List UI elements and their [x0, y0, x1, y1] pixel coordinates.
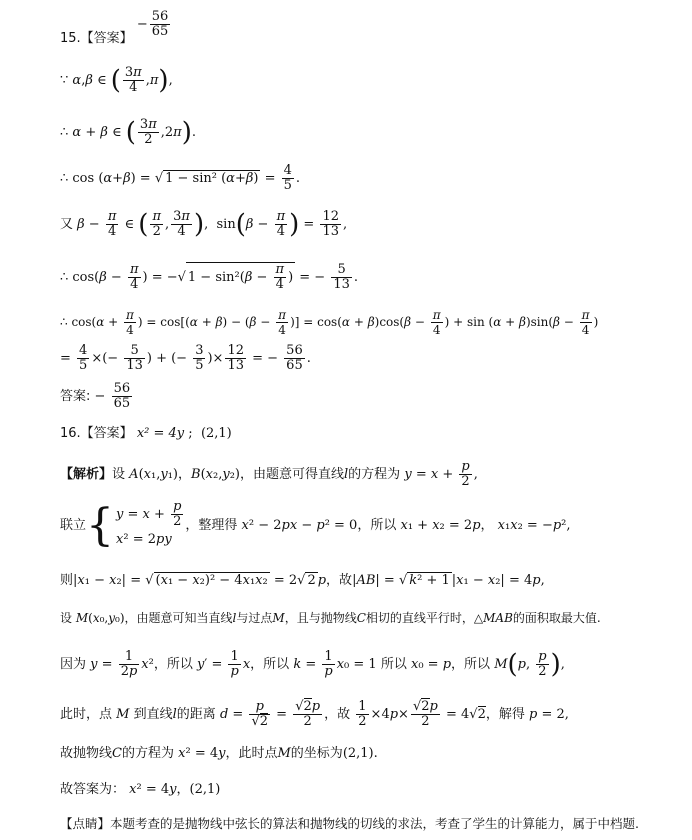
q15-line-2: ∴ α + β ∈ ( $\frac{3\pi}{2}$ ,2π). — [60, 117, 196, 148]
q16-line-2-prefix: 联立 — [60, 518, 87, 533]
system-eq-1: y = x + $\frac{p}{2}$ — [116, 499, 182, 529]
q15-line-6: ∴ cos(α + $\frac{\pi}{4}$ ) = cos[(α + β) − (β − $\frac{\pi}{4}$ )] = cos(α + β)cos(β − $\frac{\pi}{4}$ ) + sin (α + β)sin(β − $\frac{\pi}{4}$ ) — [60, 308, 599, 337]
q15-answer-numerator: 56 — [151, 9, 169, 24]
q15-answer-label: 答案: — [60, 389, 91, 404]
q16-heading: 16.【答案】 — [60, 426, 133, 441]
q16-line-4: 设 M(x₀,y₀)，由题意可知当直线l与过点M，且与抛物线C相切的直线平行时，△MAB的面积取最大值. — [60, 611, 601, 625]
q16-line-3: 则|x₁ − x₂| = √ (x₁ − x₂)² − 4x₁x₂ = 2√ 2 p，故|AB| = √ k² + 1 |x₁ − x₂| = 4p, — [60, 573, 545, 588]
q16-answer-2: (2,1) — [200, 426, 232, 441]
q15-line-4-prefix: 又 — [60, 217, 74, 232]
q16-line-1: 【解析】设 A(x₁,y₁)，B(x₂,y₂)，由题意可得直线l的方程为 y = x + $\frac{p}{2}$ , — [60, 459, 478, 489]
q16-comment: 【点睛】本题考查的是抛物线中弦长的算法和抛物线的切线的求法，考查了学生的计算能力，属于中档题. — [60, 816, 639, 831]
equation-system — [116, 500, 185, 551]
q16-analysis-label: 【解析】 — [60, 467, 113, 482]
q16-line-2: 联立{ y = x + $\frac{p}{2}$ x² = 2py ，整理得 x² − 2px − p² = 0，所以 x₁ + x₂ = 2p， x₁x₂ = −p², — [60, 499, 571, 551]
q15-line-4: 又 β − $\frac{\pi}{4}$ ∈ ( $\frac{\pi}{2}$ , $\frac{3\pi}{4}$ ), sin(β − $\frac{\pi}{4}$ ) = $\frac{12}{13}$ , — [60, 209, 348, 240]
q16-line-8: 故答案为： x² = 4y，(2,1) — [60, 782, 221, 797]
q15-final-answer: 答案: − $\frac{56}{65}$ — [60, 381, 131, 411]
q15-line-7: = $\frac{4}{5}$ ×(− $\frac{5}{13}$ ) + (− $\frac{3}{5}$ )× $\frac{12}{13}$ = − $\frac{56}{65}$ . — [60, 343, 311, 373]
q16-line-6: 此时，点 M 到直线l的距离 d = $\frac{p}{√2}$ = $\frac{√2p}{2}$ ，故 $\frac{1}{2}$ ×4p× $\frac{√2p}{2}$ = 4√2，解得 p = 2, — [60, 699, 569, 729]
q16-line-7: 故抛物线C的方程为 x² = 4y，此时点M的坐标为(2,1). — [60, 746, 378, 761]
q16-answer-line: 16.【答案】 x² = 4y ; (2,1) — [60, 426, 232, 441]
q15-answer-denominator: 65 — [151, 24, 169, 39]
q15-line-1: ∵ α,β ∈ ( $\frac{3\pi}{4}$ ,π), — [60, 65, 173, 96]
system-eq-2: x² = 2py — [116, 532, 172, 547]
q15-answer-fraction — [150, 10, 171, 39]
q15-answer-line — [60, 9, 172, 53]
q15-line-3: ∴ cos (α+β) = √ 1 − sin² (α+β) = $\frac{4}{5}$ . — [60, 163, 301, 193]
q15-heading: 15.【答案】 — [60, 31, 133, 46]
q15-answer-sign: − — [136, 17, 148, 32]
q16-line-5: 因为 y = $\frac{1}{2p}$ x²，所以 y′ = $\frac{1}{p}$ x，所以 k = $\frac{1}{p}$ x₀ = 1 所以 x₀ = p，所以 M(p, $\frac{p}{2}$ ), — [60, 649, 565, 680]
q16-answer-1: x² = 4y — [136, 426, 185, 441]
q15-line-5: ∴ cos(β − $\frac{\pi}{4}$ ) = −√ 1 − sin²(β − $\frac{\pi}{4}$ ) = − $\frac{5}{13}$ . — [60, 262, 359, 292]
